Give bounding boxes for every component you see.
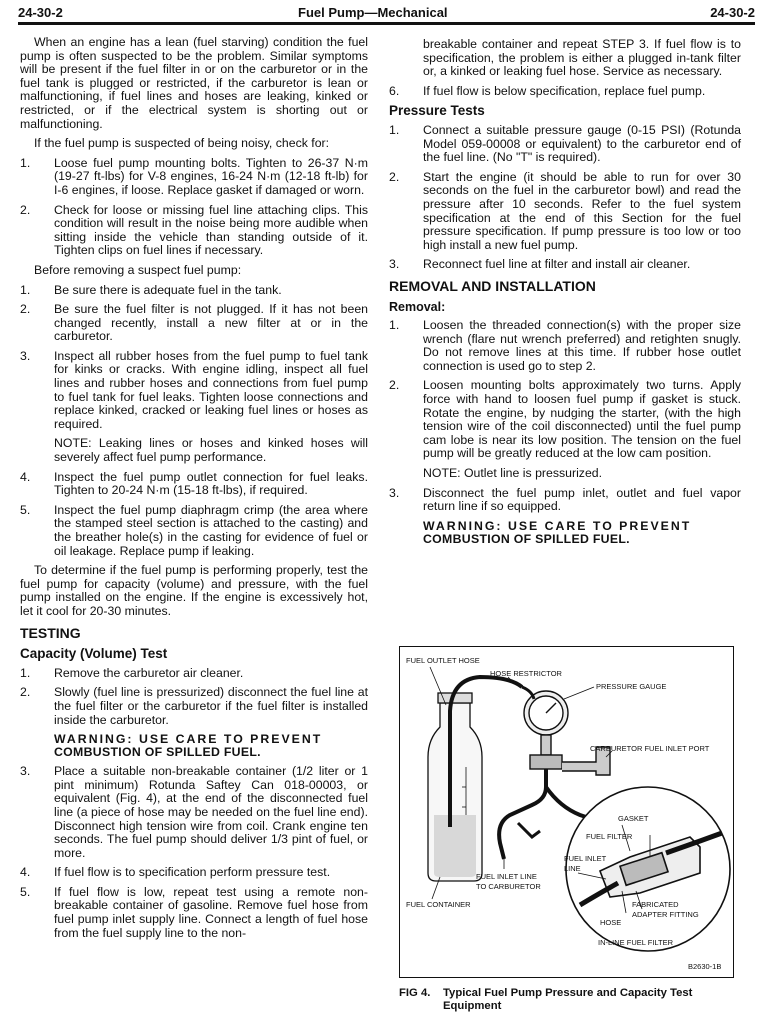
pressure-gauge-illustration — [524, 691, 568, 769]
label-fuel-inlet: FUEL INLET — [564, 854, 607, 863]
header-rule — [18, 22, 755, 25]
removal-heading: Removal: — [389, 299, 446, 314]
list-item: 2. Start the engine (it should be able to run for over 30 seconds on the fuel in the carburetor bowl) and read the pressure after 10 seconds. Refer to the fuel system specification at the end of this Section for the fuel pressure specification. If pump pressure is too low or too high install a new fuel pump. — [389, 169, 741, 252]
note-leaking-lines: NOTE: Leaking lines or hoses and kinked hoses will severely affect fuel pump performance. — [54, 436, 368, 465]
list-item: 2. Loosen mounting bolts approximately two turns. Apply force with hand to loosen fuel pump if gasket is stuck. Rotate the engine, by nudging the starter, (with the high tension wire of the coil disconnected) until the fuel pump cam lobe is near its low position. The tension on the fuel pump will be greatly reduced at the low cam position. — [389, 378, 741, 461]
label-pressure-gauge: PRESSURE GAUGE — [596, 682, 667, 691]
list-item: 3. Reconnect fuel line at filter and install air cleaner. — [389, 257, 691, 272]
list-item: 3. Place a suitable non-breakable container (1/2 liter or 1 pint minimum) Rotunda Saftey Can 018-00003, or equivalent (Fig. 4), at the end of the disconnected fuel line (a piece of hose may be needed on the fuel line end). Disconnect high tension wire from coil. Crank engine ten seconds. The fuel pump should deliver 1/3 pint of fuel, or more. — [20, 764, 368, 860]
figure-caption-tag: FIG 4. — [399, 987, 431, 999]
figure-code: B2630-1B — [688, 962, 722, 971]
page-header — [18, 2, 755, 24]
warning-spilled-fuel: WARNING: USE CARE TO PREVENT COMBUSTION OF SPILLED FUEL. — [54, 732, 323, 760]
removal-list-continued — [389, 487, 741, 514]
list-item: 2. Be sure the fuel filter is not plugged. If it has not been changed recently, install a new filter at or in the carburetor. — [20, 302, 368, 344]
step6-list — [389, 85, 741, 99]
list-item: 3. Disconnect the fuel pump inlet, outlet and fuel vapor return line if so equipped. — [389, 485, 741, 514]
capacity-heading: Capacity (Volume) Test — [20, 646, 168, 662]
list-item: 2. Check for loose or missing fuel line attaching clips. This condition will result in the noise being more audible when sitting inside the vehicle than standing outside of it. Tighten clips on fuel lines if necessary. — [20, 202, 368, 258]
before-list — [20, 284, 368, 432]
intro-paragraph: When an engine has a lean (fuel starving) condition the fuel pump is often suspected to be the problem. Similar symptoms will be present if the fuel filter in or on the carburetor or in the fuel tank is plugged or restricted, if the carburetor is lean or malfunctioning, if fuel lines and hoses are leaking, kinked or restricted, or if the electrical system is shorting out or malfunctioning. — [20, 35, 368, 131]
label-carburetor-fuel-inlet-port: CARBURETOR FUEL INLET PORT — [590, 744, 710, 753]
list-item: 1. Loose fuel pump mounting bolts. Tighten to 26-37 N·m (19-27 ft-lbs) for V-8 engines, 16-24 N·m (12-18 ft-lb) for I-6 engines, if loose. Replace gasket if damaged or worn. — [20, 155, 368, 197]
warning-spilled-fuel-right: WARNING: USE CARE TO PREVENT COMBUSTION OF SPILLED FUEL. — [423, 518, 692, 546]
figure-caption — [399, 987, 744, 1012]
figure-caption-text: Typical Fuel Pump Pressure and Capacity Test Equipment — [443, 987, 693, 1012]
label-hose-restrictor: HOSE RESTRICTOR — [490, 669, 562, 678]
label-gasket: GASKET — [618, 814, 649, 823]
label-fuel-inlet-line: LINE — [564, 864, 581, 873]
list-item: 2. Slowly (fuel line is pressurized) disconnect the fuel line at the fuel filter or the carburetor if the fuel filter is installed inside the carburetor. — [20, 685, 368, 727]
list-item: 5. If fuel flow is low, repeat test using a remote non-breakable container of gasoline. Remove fuel hose from fuel pump inlet supply line. Connect a length of fuel hose from the fuel supply line to the non- — [20, 884, 368, 940]
page-number-right: 24-30-2 — [710, 5, 755, 20]
list-item: 1. Remove the carburetor air cleaner. — [20, 665, 244, 680]
label-fuel-outlet-hose: FUEL OUTLET HOSE — [406, 656, 480, 665]
label-fuel-inlet-line-to-carb-2: TO CARBURETOR — [476, 882, 541, 891]
removal-list — [389, 319, 741, 461]
figure-fuel-pump-test — [399, 646, 734, 978]
list-item: 5. Inspect the fuel pump diaphragm crimp (the area where the stamped steel section is attached to the casting) and the breather hole(s) in the casting for evidence of fuel or oil leakage. Replace pump if leaking. — [20, 502, 368, 558]
noisy-lead: If the fuel pump is suspected of being noisy, check for: — [34, 136, 330, 151]
before-list-continued — [20, 471, 368, 559]
list-item: 4. Inspect the fuel pump outlet connection for fuel leaks. Tighten to 20-24 N·m (15-18 ft-lbs), if required. — [20, 469, 368, 498]
page-number-left: 24-30-2 — [18, 5, 63, 20]
label-adapter-fitting: ADAPTER FITTING — [632, 910, 699, 919]
list-item: 1. Be sure there is adequate fuel in the tank. — [20, 282, 282, 297]
before-lead: Before removing a suspect fuel pump: — [34, 262, 242, 277]
label-hose: HOSE — [600, 918, 622, 927]
testing-heading: TESTING — [20, 624, 81, 641]
left-column — [20, 36, 368, 946]
list-item: 4. If fuel flow is to specification perform pressure test. — [20, 865, 331, 880]
capacity-list — [20, 667, 368, 727]
fuel-container-illustration — [428, 693, 482, 881]
noisy-list — [20, 157, 368, 258]
label-fabricated: FABRICATED — [632, 900, 679, 909]
removal-installation-heading: REMOVAL AND INSTALLATION — [389, 277, 596, 294]
page-title: Fuel Pump—Mechanical — [298, 5, 448, 20]
list-item: 1. Connect a suitable pressure gauge (0-15 PSI) (Rotunda Model 059-00008 or equivalent) to the carburetor end of the fuel line. (No "T" is required). — [389, 122, 741, 165]
pressure-list — [389, 124, 741, 272]
inline-filter-detail — [566, 787, 730, 951]
label-fuel-inlet-line-to-carb-1: FUEL INLET LINE — [476, 872, 537, 881]
label-inline-fuel-filter: IN-LINE FUEL FILTER — [598, 938, 674, 947]
list-item: 3. Inspect all rubber hoses from the fuel pump to fuel tank for kinks or cracks. With engine idling, inspect all fuel lines and rubber hoses and connections from fuel pump to fuel tank for fuel leaks. Tighten loose connections and replace kinked, cracked or leaking fuel lines or hoses as required. — [20, 348, 368, 431]
label-fuel-filter: FUEL FILTER — [586, 832, 633, 841]
test-equipment-illustration — [400, 647, 733, 977]
label-fuel-container: FUEL CONTAINER — [406, 900, 471, 909]
pressure-heading: Pressure Tests — [389, 103, 485, 119]
continued-step: breakable container and repeat STEP 3. If fuel flow is to specification, the problem is either a plugged in-tank filter or, a kinked or leaking fuel hose. Service as necessary. — [423, 37, 741, 79]
list-item: 6. If fuel flow is below specification, replace fuel pump. — [389, 83, 706, 98]
capacity-list-continued — [20, 765, 368, 940]
right-column — [389, 38, 741, 552]
list-item: 1. Loosen the threaded connection(s) with the proper size wrench (flare nut wrench preferred) and retighten snugly. Do not remove lines at this time. If rubber hose outlet connection is used go to step 2. — [389, 318, 741, 373]
note-outlet-pressurized: NOTE: Outlet line is pressurized. — [423, 466, 603, 481]
determine-paragraph: To determine if the fuel pump is performing properly, test the fuel pump for capacity (volume) and pressure, with the fuel pump installed on the engine. If the engine is excessively hot, let it cool for 20-30 minutes. — [20, 563, 368, 618]
